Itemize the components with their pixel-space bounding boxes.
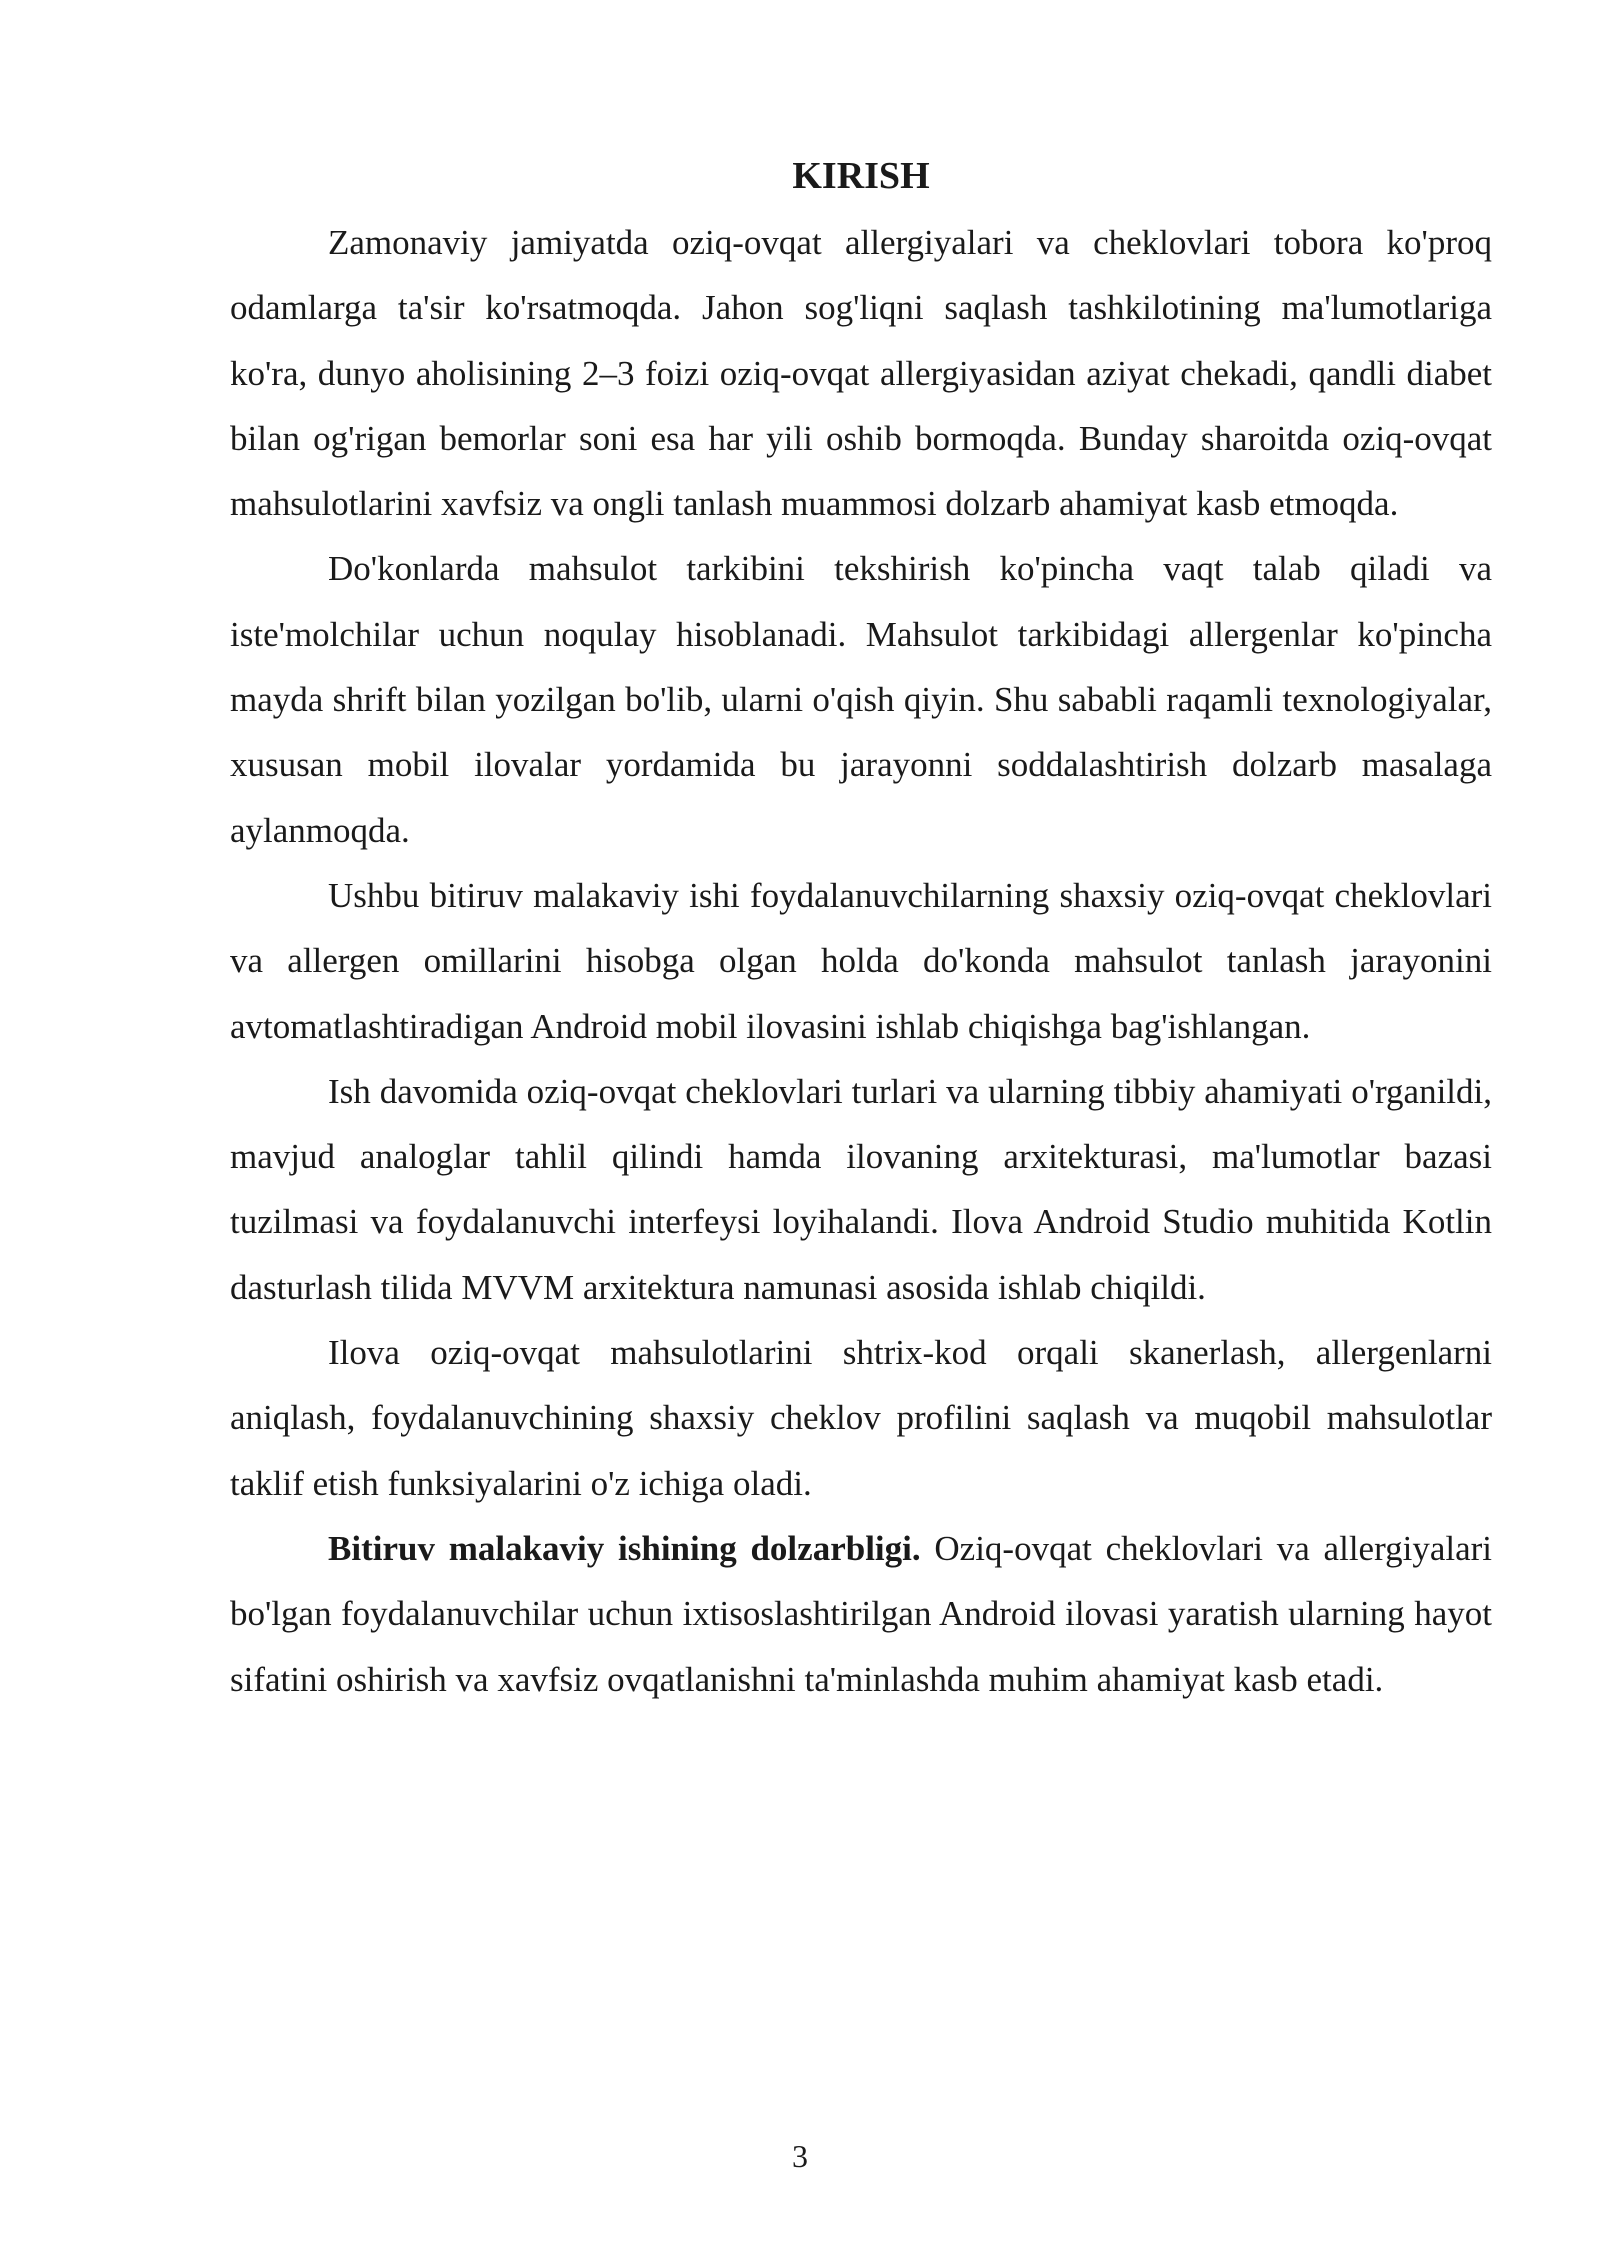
paragraph-2: Do'konlarda mahsulot tarkibini tekshirish ko'pincha vaqt talab qiladi va iste'molchilar uchun noqulay hisoblanadi. Mahsulot tarkibidagi allergenlar ko'pincha mayda shrift bilan yozilgan bo'lib, ularni o'qish qiyin. Shu sababli raqamli texnologiyalar, xususan mobil ilovalar yordamida bu jarayonni soddalashtirish dolzarb masalaga aylanmoqda. [230, 549, 1492, 850]
paragraph-6 [230, 1516, 1492, 1712]
paragraph-6-bold-lead: Bitiruv malakaviy ishining dolzarbligi. [328, 1528, 921, 1568]
section-heading: KIRISH [792, 155, 930, 197]
paragraph-4: Ish davomida oziq-ovqat cheklovlari turlari va ularning tibbiy ahamiyati o'rganildi, mavjud analoglar tahlil qilindi hamda ilovaning arxitekturasi, ma'lumotlar bazasi tuzilmasi va foydalanuvchi interfeysi loyihalandi. Ilova Android Studio muhitida Kotlin dasturlash tilida MVVM arxitektura namunasi asosida ishlab chiqildi. [230, 1071, 1492, 1307]
paragraph-6-text: Oziq-ovqat cheklovlari va allergiyalari bo'lgan foydalanuvchilar uchun ixtisoslashtirilgan Android ilovasi yaratish ularning hayot sifatini oshirish va xavfsiz ovqatlanishni ta'minlashda muhim ahamiyat kasb etadi. [230, 1528, 1492, 1699]
page-content [230, 148, 1492, 1712]
paragraph-5: Ilova oziq-ovqat mahsulotlarini shtrix-kod orqali skanerlash, allergenlarni aniqlash, foydalanuvchining shaxsiy cheklov profilini saqlash va muqobil mahsulotlar taklif etish funksiyalarini o'z ichiga oladi. [230, 1333, 1492, 1503]
paragraph-3: Ushbu bitiruv malakaviy ishi foydalanuvchilarning shaxsiy oziq-ovqat cheklovlari va allergen omillarini hisobga olgan holda do'konda mahsulot tanlash jarayonini avtomatlashtiradigan Android mobil ilovasini ishlab chiqishga bag'ishlangan. [230, 875, 1492, 1046]
paragraph-1: Zamonaviy jamiyatda oziq-ovqat allergiyalari va cheklovlari tobora ko'proq odamlarga ta'sir ko'rsatmoqda. Jahon sog'liqni saqlash tashkilotining ma'lumotlariga ko'ra, dunyo aholisining 2–3 foizi oziq-ovqat allergiyasidan aziyat chekadi, qandli diabet bilan og'rigan bemorlar soni esa har yili oshib bormoqda. Bunday sharoitda oziq-ovqat mahsulotlarini xavfsiz va ongli tanlash muammosi dolzarb ahamiyat kasb etmoqda. [230, 223, 1492, 524]
page-number: 3 [792, 2138, 808, 2174]
